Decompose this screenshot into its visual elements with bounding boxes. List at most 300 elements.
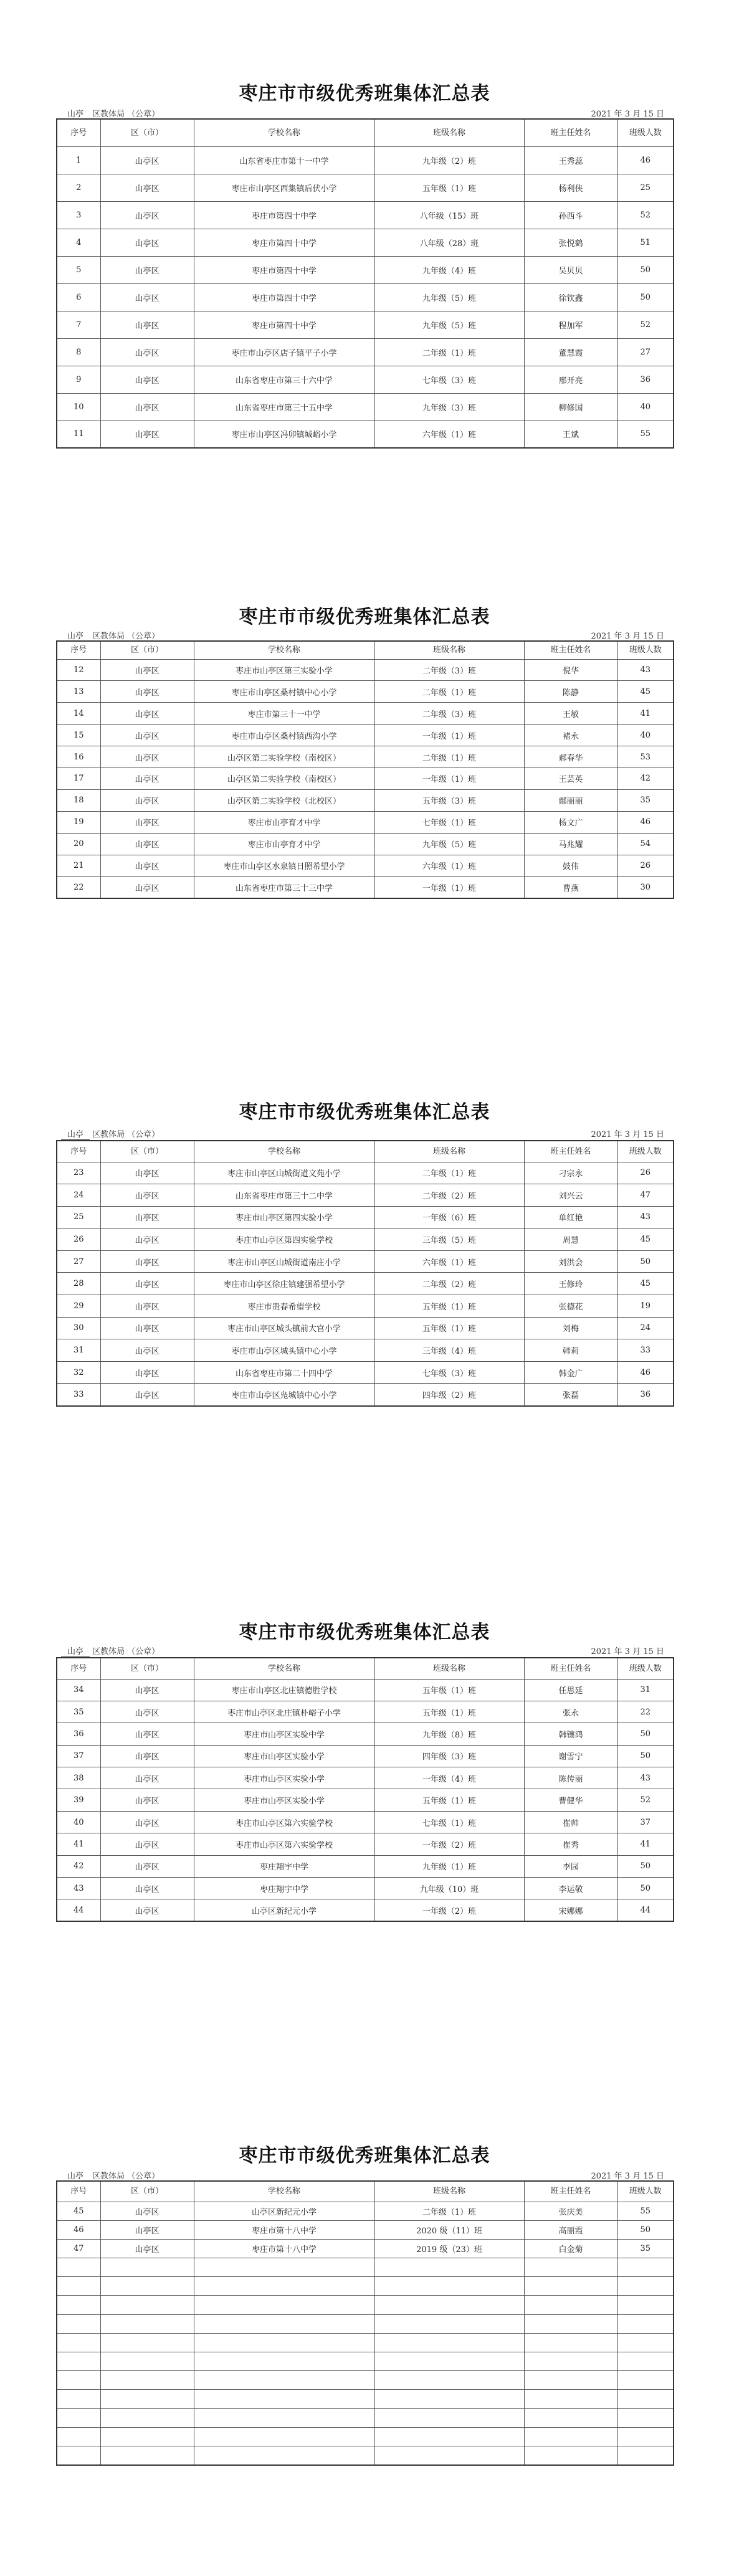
cell-district: 山亭区 [100, 1250, 194, 1273]
header-count: 班级人数 [617, 1658, 674, 1679]
header-count: 班级人数 [617, 641, 674, 659]
cell-count: 46 [617, 1361, 674, 1384]
cell-seq: 33 [57, 1384, 100, 1406]
cell-district: 山亭区 [100, 833, 194, 855]
cell-count: 45 [617, 681, 674, 703]
cell-seq: 46 [57, 2220, 100, 2239]
cell-school: 山亭区第二实验学校（南校区） [194, 746, 374, 768]
table-row [57, 338, 674, 366]
header-school: 学校名称 [194, 119, 374, 146]
empty-row [57, 2371, 674, 2390]
cell-count: 43 [617, 1767, 674, 1789]
cell-teacher: 韩莉 [524, 1339, 617, 1362]
cell-school: 枣庄市山亭区桑村镇中心小学 [194, 681, 374, 703]
cell-count: 54 [617, 833, 674, 855]
cell-district: 山亭区 [100, 659, 194, 681]
cell-class: 五年级（1）班 [374, 1701, 524, 1723]
empty-cell [524, 2390, 617, 2408]
cell-count: 19 [617, 1295, 674, 1318]
cell-teacher: 崔帅 [524, 1811, 617, 1833]
summary-table [56, 2180, 674, 2466]
cell-teacher: 李运敬 [524, 1878, 617, 1899]
cell-count: 40 [617, 725, 674, 746]
cell-school: 山亭区第二实验学校（南校区） [194, 768, 374, 789]
cell-school: 枣庄市第三十一中学 [194, 703, 374, 725]
empty-row [57, 2277, 674, 2296]
empty-cell [194, 2258, 374, 2277]
cell-count: 50 [617, 2220, 674, 2239]
cell-teacher: 刘洪会 [524, 1250, 617, 1273]
header-row [57, 641, 674, 659]
cell-seq: 30 [57, 1317, 100, 1339]
cell-seq: 17 [57, 768, 100, 789]
empty-cell [100, 2314, 194, 2333]
empty-cell [524, 2427, 617, 2446]
header-seq: 序号 [57, 2181, 100, 2202]
cell-teacher: 鼓伟 [524, 855, 617, 877]
table-row [57, 833, 674, 855]
cell-teacher: 周慧 [524, 1229, 617, 1251]
cell-district: 山亭区 [100, 1767, 194, 1789]
cell-count: 40 [617, 393, 674, 421]
cell-seq: 43 [57, 1878, 100, 1899]
cell-count: 45 [617, 1229, 674, 1251]
header-seq: 序号 [57, 119, 100, 146]
cell-count: 33 [617, 1339, 674, 1362]
cell-class: 五年级（1）班 [374, 1679, 524, 1701]
cell-school: 枣庄市山亭区店子镇平子小学 [194, 338, 374, 366]
cell-teacher: 张庆美 [524, 2202, 617, 2220]
table-row [57, 1317, 674, 1339]
table-title: 枣庄市市级优秀班集体汇总表 [239, 1101, 490, 1123]
table-row [57, 311, 674, 338]
cell-class: 一年级（1）班 [374, 725, 524, 746]
empty-cell [57, 2446, 100, 2464]
cell-class: 一年级（2）班 [374, 1833, 524, 1855]
cell-seq: 14 [57, 703, 100, 725]
cell-school: 山东省枣庄市第三十二中学 [194, 1184, 374, 1207]
cell-school: 山东省枣庄市第三十六中学 [194, 366, 374, 393]
empty-cell [617, 2390, 674, 2408]
cell-district: 山亭区 [100, 746, 194, 768]
cell-seq: 36 [57, 1723, 100, 1745]
cell-count: 50 [617, 283, 674, 311]
cell-seq: 41 [57, 1833, 100, 1855]
empty-cell [374, 2390, 524, 2408]
empty-row [57, 2390, 674, 2408]
cell-class: 六年级（1）班 [374, 421, 524, 448]
cell-count: 46 [617, 146, 674, 174]
empty-cell [194, 2333, 374, 2352]
issuing-unit: 区教体局 （公章） [92, 2172, 160, 2181]
cell-district: 山亭区 [100, 789, 194, 811]
empty-cell [617, 2258, 674, 2277]
empty-row [57, 2352, 674, 2371]
cell-seq: 19 [57, 811, 100, 833]
cell-district: 山亭区 [100, 1206, 194, 1229]
cell-teacher: 单红艳 [524, 1206, 617, 1229]
cell-teacher: 杨利侠 [524, 174, 617, 201]
header-district: 区（市） [100, 119, 194, 146]
cell-teacher: 张磊 [524, 1384, 617, 1406]
cell-district: 山亭区 [100, 1811, 194, 1833]
cell-count: 35 [617, 2239, 674, 2258]
table-row [57, 789, 674, 811]
cell-class: 九年级（10）班 [374, 1878, 524, 1899]
empty-cell [57, 2258, 100, 2277]
empty-cell [57, 2314, 100, 2333]
table-title: 枣庄市市级优秀班集体汇总表 [239, 606, 490, 628]
cell-school: 枣庄市山亭区第四实验学校 [194, 1229, 374, 1251]
cell-seq: 8 [57, 338, 100, 366]
table-row [57, 421, 674, 448]
empty-cell [100, 2352, 194, 2371]
empty-cell [374, 2314, 524, 2333]
empty-cell [524, 2258, 617, 2277]
cell-class: 二年级（1）班 [374, 338, 524, 366]
cell-teacher: 崔秀 [524, 1833, 617, 1855]
empty-cell [57, 2333, 100, 2352]
cell-teacher: 韩金广 [524, 1361, 617, 1384]
cell-count: 24 [617, 1317, 674, 1339]
cell-school: 枣庄市山亭区实验小学 [194, 1745, 374, 1767]
cell-class: 五年级（1）班 [374, 1295, 524, 1318]
empty-cell [524, 2296, 617, 2314]
cell-class: 七年级（3）班 [374, 1361, 524, 1384]
header-count: 班级人数 [617, 119, 674, 146]
table-row [57, 855, 674, 877]
cell-teacher: 马兆耀 [524, 833, 617, 855]
header-row [57, 1141, 674, 1162]
cell-seq: 35 [57, 1701, 100, 1723]
report-date: 2021 年 3 月 15 日 [591, 1647, 664, 1656]
cell-teacher: 刁宗永 [524, 1162, 617, 1184]
cell-school: 枣庄市第四十中学 [194, 229, 374, 256]
cell-class: 一年级（2）班 [374, 1899, 524, 1921]
cell-seq: 39 [57, 1789, 100, 1811]
cell-district: 山亭区 [100, 1295, 194, 1318]
cell-teacher: 白金菊 [524, 2239, 617, 2258]
header-row [57, 2181, 674, 2202]
cell-teacher: 孙西斗 [524, 201, 617, 229]
empty-row [57, 2408, 674, 2427]
table-row [57, 1384, 674, 1406]
cell-teacher: 程加军 [524, 311, 617, 338]
district-name: 山亭 [61, 107, 90, 120]
cell-count: 26 [617, 1162, 674, 1184]
header-teacher: 班主任姓名 [524, 1141, 617, 1162]
table-row [57, 1789, 674, 1811]
cell-school: 枣庄市山亭区桑村镇西沟小学 [194, 725, 374, 746]
cell-seq: 42 [57, 1855, 100, 1877]
cell-teacher: 倪华 [524, 659, 617, 681]
empty-cell [617, 2352, 674, 2371]
header-teacher: 班主任姓名 [524, 1658, 617, 1679]
table-row [57, 1833, 674, 1855]
table-row [57, 201, 674, 229]
summary-table [56, 1657, 674, 1922]
cell-count: 42 [617, 768, 674, 789]
cell-seq: 15 [57, 725, 100, 746]
cell-class: 二年级（2）班 [374, 1184, 524, 1207]
empty-cell [57, 2408, 100, 2427]
empty-cell [374, 2333, 524, 2352]
cell-district: 山亭区 [100, 2220, 194, 2239]
cell-seq: 28 [57, 1273, 100, 1295]
empty-cell [194, 2314, 374, 2333]
cell-class: 四年级（3）班 [374, 1745, 524, 1767]
header-class: 班级名称 [374, 1141, 524, 1162]
cell-class: 七年级（1）班 [374, 1811, 524, 1833]
cell-seq: 16 [57, 746, 100, 768]
issuing-unit: 区教体局 （公章） [92, 1647, 160, 1656]
cell-school: 枣庄市山亭区水泉镇日照希望小学 [194, 855, 374, 877]
cell-district: 山亭区 [100, 393, 194, 421]
cell-seq: 21 [57, 855, 100, 877]
cell-district: 山亭区 [100, 229, 194, 256]
table-row [57, 146, 674, 174]
cell-district: 山亭区 [100, 146, 194, 174]
cell-district: 山亭区 [100, 1184, 194, 1207]
table-title: 枣庄市市级优秀班集体汇总表 [239, 83, 490, 105]
empty-cell [100, 2371, 194, 2390]
cell-district: 山亭区 [100, 811, 194, 833]
cell-seq: 29 [57, 1295, 100, 1318]
table-row [57, 768, 674, 789]
cell-class: 一年级（1）班 [374, 768, 524, 789]
table-row [57, 681, 674, 703]
cell-class: 六年级（1）班 [374, 855, 524, 877]
cell-seq: 10 [57, 393, 100, 421]
header-count: 班级人数 [617, 1141, 674, 1162]
table-row [57, 703, 674, 725]
issuer [61, 2169, 160, 2182]
cell-count: 45 [617, 1273, 674, 1295]
header-teacher: 班主任姓名 [524, 641, 617, 659]
cell-district: 山亭区 [100, 1723, 194, 1745]
table-title: 枣庄市市级优秀班集体汇总表 [239, 1622, 490, 1643]
cell-school: 枣庄市第四十中学 [194, 256, 374, 283]
header-seq: 序号 [57, 641, 100, 659]
issuing-unit: 区教体局 （公章） [92, 1130, 160, 1139]
empty-cell [194, 2390, 374, 2408]
table-row [57, 1295, 674, 1318]
cell-school: 枣庄翔宇中学 [194, 1855, 374, 1877]
cell-count: 36 [617, 366, 674, 393]
empty-cell [100, 2408, 194, 2427]
cell-class: 二年级（1）班 [374, 681, 524, 703]
cell-class: 六年级（1）班 [374, 1250, 524, 1273]
header-row [57, 119, 674, 146]
cell-seq: 11 [57, 421, 100, 448]
header-count: 班级人数 [617, 2181, 674, 2202]
header-seq: 序号 [57, 1658, 100, 1679]
cell-teacher: 陈传丽 [524, 1767, 617, 1789]
cell-teacher: 宋娜娜 [524, 1899, 617, 1921]
cell-count: 50 [617, 1250, 674, 1273]
table-row [57, 2239, 674, 2258]
cell-school: 枣庄市第四十中学 [194, 311, 374, 338]
issuing-unit: 区教体局 （公章） [92, 110, 160, 119]
empty-cell [57, 2371, 100, 2390]
cell-teacher: 李园 [524, 1855, 617, 1877]
cell-teacher: 韩镶鸿 [524, 1723, 617, 1745]
cell-class: 五年级（1）班 [374, 1789, 524, 1811]
cell-teacher: 张永 [524, 1701, 617, 1723]
cell-teacher: 谢雪宁 [524, 1745, 617, 1767]
cell-district: 山亭区 [100, 1701, 194, 1723]
cell-district: 山亭区 [100, 877, 194, 898]
cell-teacher: 陈静 [524, 681, 617, 703]
header-class: 班级名称 [374, 1658, 524, 1679]
empty-cell [524, 2333, 617, 2352]
cell-school: 山亭区新纪元小学 [194, 2202, 374, 2220]
cell-teacher: 王修玲 [524, 1273, 617, 1295]
cell-count: 41 [617, 703, 674, 725]
cell-count: 31 [617, 1679, 674, 1701]
empty-cell [57, 2296, 100, 2314]
cell-seq: 38 [57, 1767, 100, 1789]
cell-district: 山亭区 [100, 1339, 194, 1362]
cell-teacher: 刘梅 [524, 1317, 617, 1339]
header-district: 区（市） [100, 641, 194, 659]
table-row [57, 659, 674, 681]
cell-school: 枣庄市山亭区北庄镇朴峪子小学 [194, 1701, 374, 1723]
table-row [57, 2202, 674, 2220]
district-name: 山亭 [61, 629, 90, 642]
cell-teacher: 刘兴云 [524, 1184, 617, 1207]
cell-teacher: 王敏 [524, 703, 617, 725]
cell-teacher: 邢开亮 [524, 366, 617, 393]
cell-teacher: 徐钦鑫 [524, 283, 617, 311]
cell-seq: 3 [57, 201, 100, 229]
cell-count: 52 [617, 201, 674, 229]
cell-count: 41 [617, 1833, 674, 1855]
cell-seq: 18 [57, 789, 100, 811]
cell-seq: 6 [57, 283, 100, 311]
cell-teacher: 高丽霞 [524, 2220, 617, 2239]
cell-school: 枣庄市山亭区实验小学 [194, 1789, 374, 1811]
header-class: 班级名称 [374, 2181, 524, 2202]
header-school: 学校名称 [194, 2181, 374, 2202]
cell-class: 一年级（1）班 [374, 877, 524, 898]
table-row [57, 393, 674, 421]
cell-class: 二年级（2）班 [374, 1273, 524, 1295]
cell-school: 枣庄市山亭区北庄镇德胜学校 [194, 1679, 374, 1701]
cell-count: 30 [617, 877, 674, 898]
cell-seq: 20 [57, 833, 100, 855]
report-date: 2021 年 3 月 15 日 [591, 110, 664, 119]
cell-count: 25 [617, 174, 674, 201]
empty-cell [194, 2427, 374, 2446]
header-district: 区（市） [100, 1141, 194, 1162]
cell-teacher: 柳修国 [524, 393, 617, 421]
cell-school: 枣庄市第四十中学 [194, 283, 374, 311]
empty-cell [374, 2371, 524, 2390]
cell-district: 山亭区 [100, 311, 194, 338]
issuer [61, 1645, 160, 1657]
cell-district: 山亭区 [100, 338, 194, 366]
empty-cell [100, 2258, 194, 2277]
cell-school: 枣庄市山亭区山城街道南庄小学 [194, 1250, 374, 1273]
cell-seq: 2 [57, 174, 100, 201]
cell-district: 山亭区 [100, 2202, 194, 2220]
cell-school: 山亭区新纪元小学 [194, 1899, 374, 1921]
cell-school: 枣庄市山亭区实验小学 [194, 1767, 374, 1789]
cell-class: 二年级（3）班 [374, 659, 524, 681]
cell-school: 枣庄市山亭区城头镇中心小学 [194, 1339, 374, 1362]
empty-cell [374, 2258, 524, 2277]
cell-school: 山东省枣庄市第三十三中学 [194, 877, 374, 898]
cell-school: 枣庄市山亭区徐庄镇建强希望小学 [194, 1273, 374, 1295]
cell-seq: 7 [57, 311, 100, 338]
cell-count: 53 [617, 746, 674, 768]
cell-district: 山亭区 [100, 1384, 194, 1406]
header-district: 区（市） [100, 1658, 194, 1679]
cell-school: 枣庄市山亭区山城街道文苑小学 [194, 1162, 374, 1184]
cell-class: 九年级（5）班 [374, 833, 524, 855]
cell-teacher: 张德花 [524, 1295, 617, 1318]
cell-class: 七年级（3）班 [374, 366, 524, 393]
cell-seq: 34 [57, 1679, 100, 1701]
cell-district: 山亭区 [100, 1789, 194, 1811]
report-date: 2021 年 3 月 15 日 [591, 1130, 664, 1139]
cell-school: 枣庄市第四十中学 [194, 201, 374, 229]
cell-count: 22 [617, 1701, 674, 1723]
empty-cell [57, 2352, 100, 2371]
table-row [57, 725, 674, 746]
cell-school: 枣庄市山亭区西集镇后伏小学 [194, 174, 374, 201]
table-row [57, 1339, 674, 1362]
cell-teacher: 董慧霞 [524, 338, 617, 366]
cell-count: 50 [617, 1723, 674, 1745]
cell-seq: 40 [57, 1811, 100, 1833]
cell-class: 九年级（5）班 [374, 283, 524, 311]
cell-school: 枣庄市山亭区第四实验小学 [194, 1206, 374, 1229]
cell-class: 二年级（1）班 [374, 2202, 524, 2220]
cell-class: 五年级（3）班 [374, 789, 524, 811]
header-school: 学校名称 [194, 641, 374, 659]
cell-teacher: 王斌 [524, 421, 617, 448]
cell-count: 50 [617, 1745, 674, 1767]
district-name: 山亭 [61, 1128, 90, 1140]
cell-class: 九年级（1）班 [374, 1855, 524, 1877]
cell-school: 山东省枣庄市第三十五中学 [194, 393, 374, 421]
table-row [57, 1162, 674, 1184]
cell-district: 山亭区 [100, 1229, 194, 1251]
empty-cell [617, 2408, 674, 2427]
cell-school: 枣庄市山亭区第三实验小学 [194, 659, 374, 681]
empty-cell [524, 2371, 617, 2390]
cell-count: 51 [617, 229, 674, 256]
cell-count: 43 [617, 1206, 674, 1229]
table-row [57, 1361, 674, 1384]
cell-class: 三年级（5）班 [374, 1229, 524, 1251]
cell-seq: 5 [57, 256, 100, 283]
summary-table [56, 118, 674, 449]
cell-count: 52 [617, 1789, 674, 1811]
cell-school: 枣庄市山亭区冯卯镇城峪小学 [194, 421, 374, 448]
cell-district: 山亭区 [100, 366, 194, 393]
empty-row [57, 2446, 674, 2464]
empty-cell [57, 2277, 100, 2296]
issuing-unit: 区教体局 （公章） [92, 632, 160, 641]
empty-cell [374, 2446, 524, 2464]
table-row [57, 1767, 674, 1789]
cell-seq: 4 [57, 229, 100, 256]
cell-count: 50 [617, 1855, 674, 1877]
empty-cell [374, 2427, 524, 2446]
